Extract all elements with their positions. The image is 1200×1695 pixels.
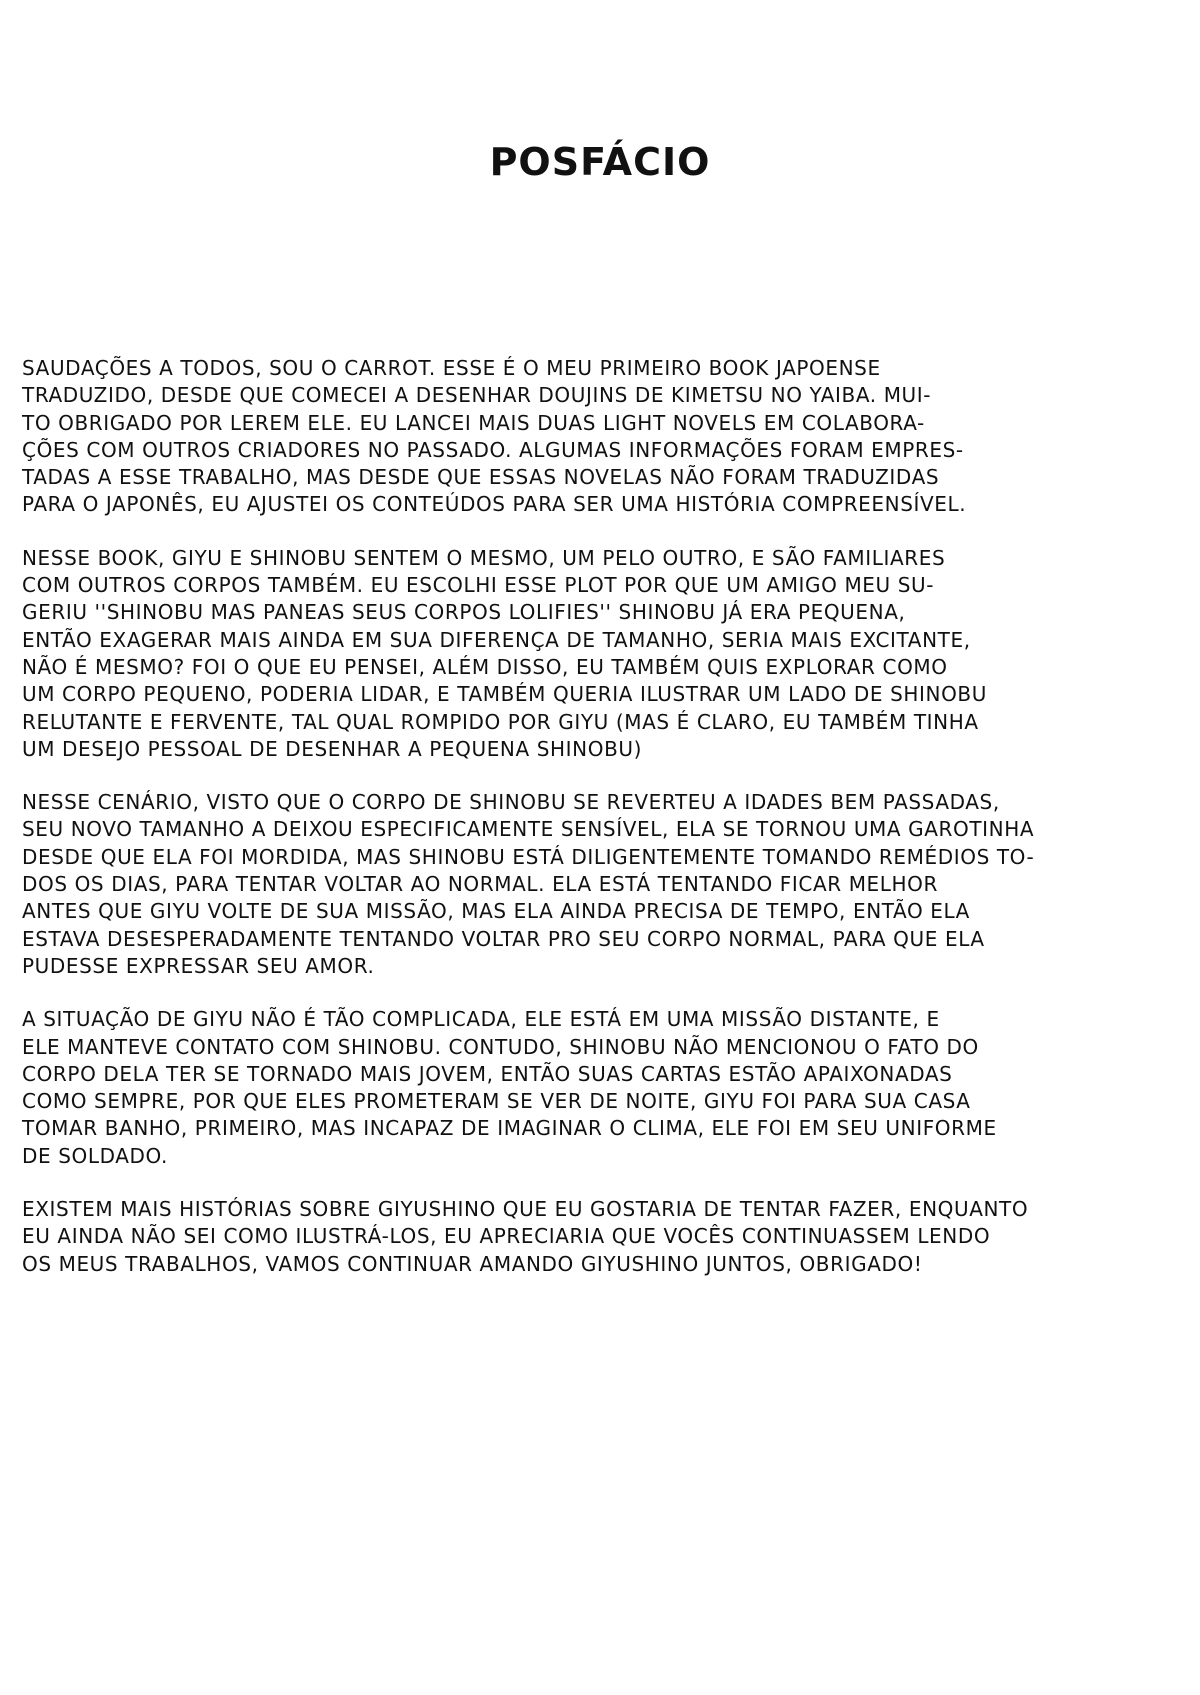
- text-line: DE SOLDADO.: [22, 1143, 168, 1168]
- paragraph: [22, 545, 1182, 763]
- text-line: SEU NOVO TAMANHO A DEIXOU ESPECIFICAMENTE SENSÍVEL, ELA SE TORNOU UMA GAROTINHA: [22, 817, 1035, 842]
- text-line: NESSE BOOK, GIYU E SHINOBU SENTEM O MESMO, UM PELO OUTRO, E SÃO FAMILIARES: [22, 545, 946, 570]
- paragraph: [22, 1006, 1182, 1170]
- text-line: ELE MANTEVE CONTATO COM SHINOBU. CONTUDO, SHINOBU NÃO MENCIONOU O FATO DO: [22, 1034, 979, 1059]
- text-line: COM OUTROS CORPOS TAMBÉM. EU ESCOLHI ESSE PLOT POR QUE UM AMIGO MEU SU-: [22, 573, 935, 598]
- text-line: UM DESEJO PESSOAL DE DESENHAR A PEQUENA SHINOBU): [22, 736, 643, 761]
- text-line: TO OBRIGADO POR LEREM ELE. EU LANCEI MAIS DUAS LIGHT NOVELS EM COLABORA-: [22, 410, 925, 435]
- page-title: POSFÁCIO: [489, 140, 711, 184]
- text-line: DOS OS DIAS, PARA TENTAR VOLTAR AO NORMAL. ELA ESTÁ TENTANDO FICAR MELHOR: [22, 872, 939, 897]
- text-line: TRADUZIDO, DESDE QUE COMECEI A DESENHAR DOUJINS DE KIMETSU NO YAIBA. MUI-: [22, 383, 932, 408]
- paragraph: [22, 355, 1182, 519]
- text-line: GERIU ''SHINOBU MAS PANEAS SEUS CORPOS LOLIFIES'' SHINOBU JÁ ERA PEQUENA,: [22, 600, 906, 625]
- text-line: CORPO DELA TER SE TORNADO MAIS JOVEM, ENTÃO SUAS CARTAS ESTÃO APAIXONADAS: [22, 1061, 953, 1086]
- text-line: ESTAVA DESESPERADAMENTE TENTANDO VOLTAR PRO SEU CORPO NORMAL, PARA QUE ELA: [22, 926, 985, 951]
- text-line: ENTÃO EXAGERAR MAIS AINDA EM SUA DIFERENÇA DE TAMANHO, SERIA MAIS EXCITANTE,: [22, 627, 971, 652]
- paragraph: [22, 1196, 1182, 1278]
- text-line: TOMAR BANHO, PRIMEIRO, MAS INCAPAZ DE IMAGINAR O CLIMA, ELE FOI EM SEU UNIFORME: [22, 1116, 997, 1141]
- text-line: ANTES QUE GIYU VOLTE DE SUA MISSÃO, MAS ELA AINDA PRECISA DE TEMPO, ENTÃO ELA: [22, 899, 970, 924]
- text-line: NESSE CENÁRIO, VISTO QUE O CORPO DE SHINOBU SE REVERTEU A IDADES BEM PASSADAS,: [22, 790, 1000, 815]
- text-line: EXISTEM MAIS HISTÓRIAS SOBRE GIYUSHINO QUE EU GOSTARIA DE TENTAR FAZER, ENQUANTO: [22, 1197, 1029, 1222]
- text-line: ÇÕES COM OUTROS CRIADORES NO PASSADO. ALGUMAS INFORMAÇÕES FORAM EMPRES-: [22, 437, 964, 462]
- text-line: UM CORPO PEQUENO, PODERIA LIDAR, E TAMBÉM QUERIA ILUSTRAR UM LADO DE SHINOBU: [22, 682, 987, 707]
- text-line: A SITUAÇÃO DE GIYU NÃO É TÃO COMPLICADA, ELE ESTÁ EM UMA MISSÃO DISTANTE, E: [22, 1007, 940, 1032]
- text-line: NÃO É MESMO? FOI O QUE EU PENSEI, ALÉM DISSO, EU TAMBÉM QUIS EXPLORAR COMO: [22, 654, 948, 679]
- text-line: EU AINDA NÃO SEI COMO ILUSTRÁ-LOS, EU APRECIARIA QUE VOCÊS CONTINUASSEM LENDO: [22, 1224, 991, 1249]
- text-line: PARA O JAPONÊS, EU AJUSTEI OS CONTEÚDOS PARA SER UMA HISTÓRIA COMPREENSÍVEL.: [22, 492, 967, 517]
- text-line: SAUDAÇÕES A TODOS, SOU O CARROT. ESSE É O MEU PRIMEIRO BOOK JAPOENSE: [22, 356, 881, 380]
- text-line: TADAS A ESSE TRABALHO, MAS DESDE QUE ESSAS NOVELAS NÃO FORAM TRADUZIDAS: [22, 465, 940, 490]
- text-line: OS MEUS TRABALHOS, VAMOS CONTINUAR AMANDO GIYUSHINO JUNTOS, OBRIGADO!: [22, 1251, 923, 1276]
- text-line: PUDESSE EXPRESSAR SEU AMOR.: [22, 953, 375, 978]
- text-line: COMO SEMPRE, POR QUE ELES PROMETERAM SE VER DE NOITE, GIYU FOI PARA SUA CASA: [22, 1089, 971, 1114]
- text-line: DESDE QUE ELA FOI MORDIDA, MAS SHINOBU ESTÁ DILIGENTEMENTE TOMANDO REMÉDIOS TO-: [22, 844, 1035, 869]
- paragraph: [22, 789, 1182, 980]
- text-line: RELUTANTE E FERVENTE, TAL QUAL ROMPIDO POR GIYU (MAS É CLARO, EU TAMBÉM TINHA: [22, 709, 979, 734]
- afterword-body: [22, 355, 1182, 1304]
